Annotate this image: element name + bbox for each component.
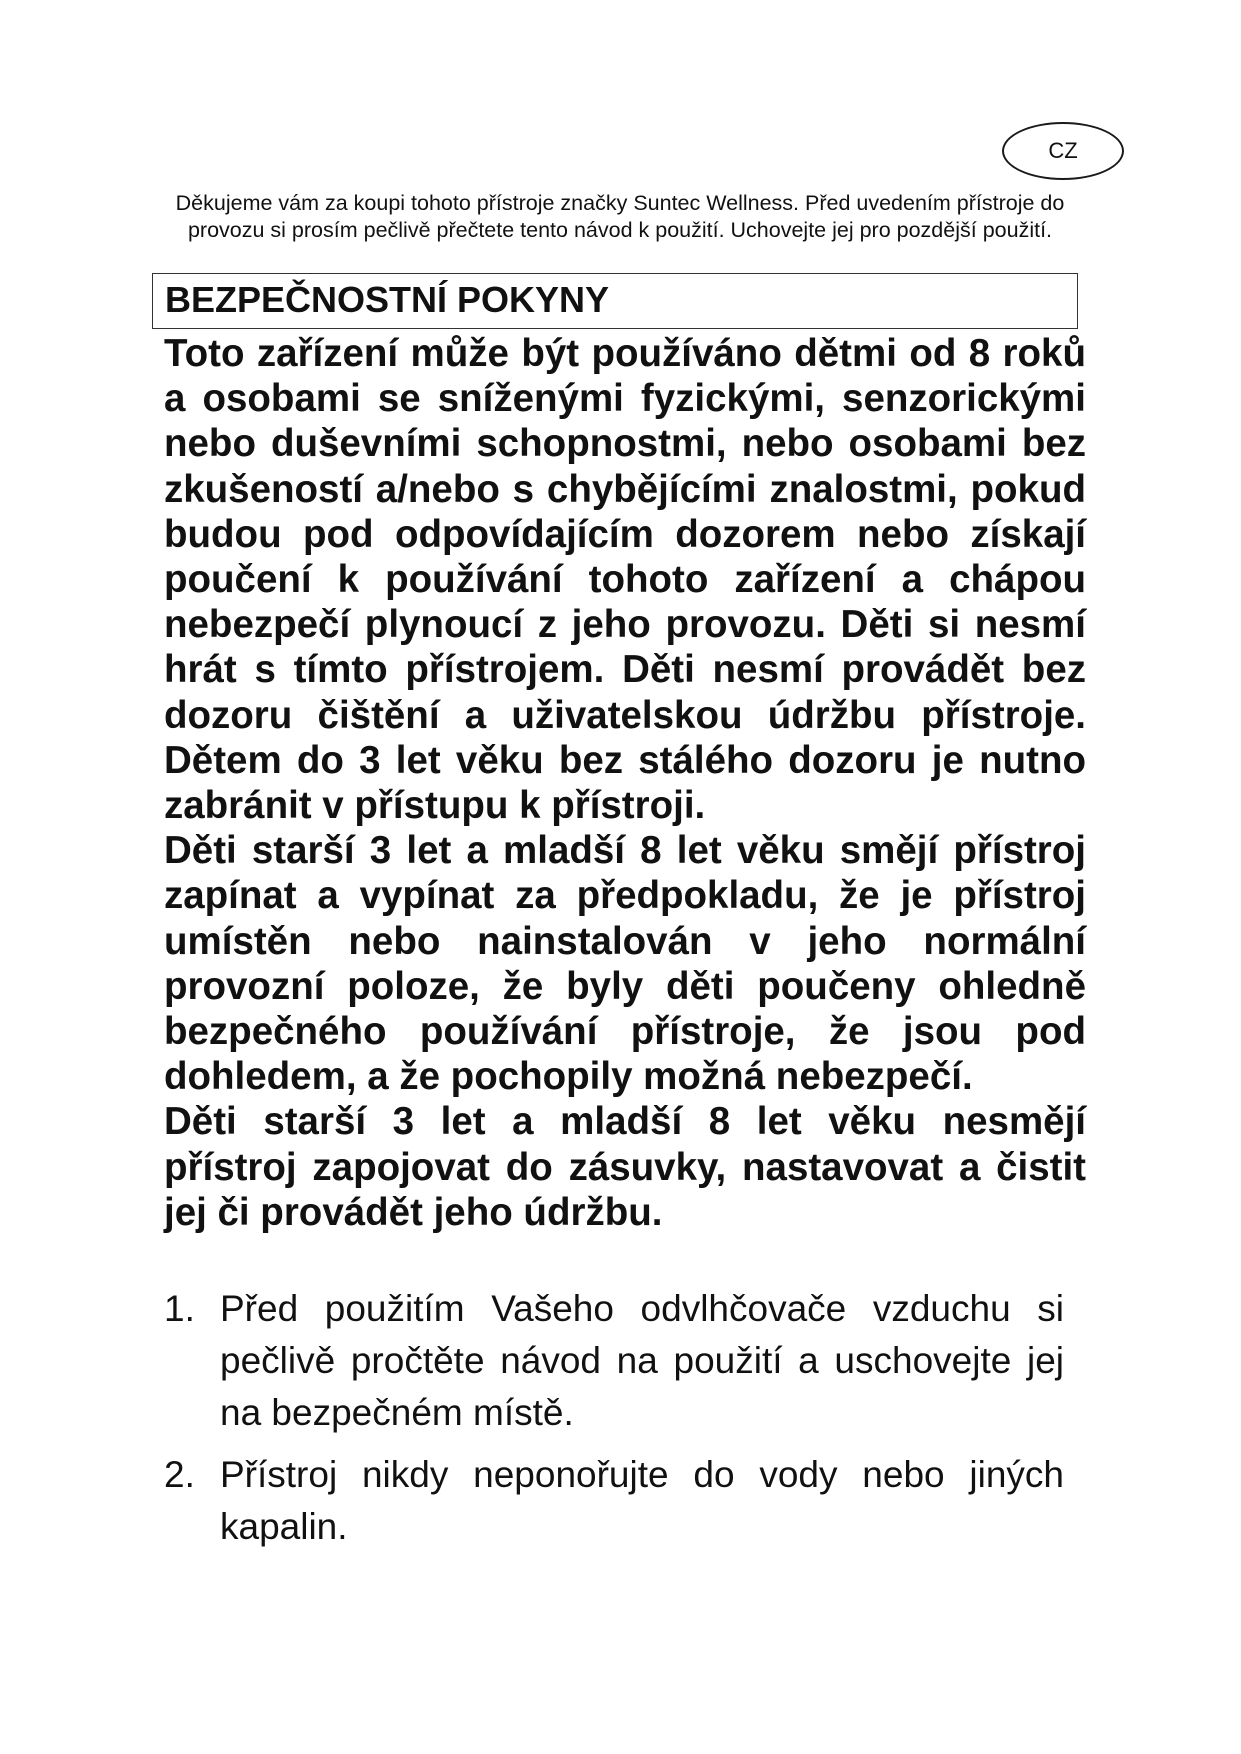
list-item-text: Přístroj nikdy neponořujte do vody nebo jiných kapalin.	[220, 1454, 1064, 1547]
language-code: CZ	[1048, 138, 1078, 163]
list-item	[164, 1449, 1064, 1553]
safety-instructions-list	[164, 1283, 1064, 1563]
section-title: BEZPEČNOSTNÍ POKYNY	[165, 279, 610, 320]
list-item	[164, 1283, 1064, 1439]
section-heading-box	[152, 273, 1078, 329]
intro-text: Děkujeme vám za koupi tohoto přístroje značky Suntec Wellness. Před uvedením přístroje do provozu si prosím pečlivě přečtete tento návod k použití. Uchovejte jej pro pozdější použití.	[175, 191, 1065, 242]
list-item-number: 2.	[164, 1454, 195, 1495]
language-badge	[1002, 122, 1124, 180]
list-item-number: 1.	[164, 1288, 195, 1329]
warning-paragraph-1: Toto zařízení může být používáno dětmi od 8 roků a osobami se sníženými fyzickými, senzorickými nebo duševními schopnostmi, nebo osobami bez zkušeností a/nebo s chybějícími znalostmi, pokud budou pod odpovídajícím dozorem nebo získají poučení k používání tohoto zařízení a chápou nebezpečí plynoucí z jeho provozu. Děti si nesmí hrát s tímto přístrojem. Děti nesmí provádět bez dozoru čištění a uživatelskou údržbu přístroje. Dětem do 3 let věku bez stálého dozoru je nutno zabránit v přístupu k přístroji.	[164, 332, 1086, 828]
warning-paragraph-3: Děti starší 3 let a mladší 8 let věku nesmějí přístroj zapojovat do zásuvky, nastavovat a čistit jej či provádět jeho údržbu.	[164, 1100, 1086, 1234]
warning-paragraph-2: Děti starší 3 let a mladší 8 let věku smějí přístroj zapínat a vypínat za předpokladu, že je přístroj umístěn nebo nainstalován v jeho normální provozní poloze, že byly děti poučeny ohledně bezpečného používání přístroje, že jsou pod dohledem, a že pochopily možná nebezpečí.	[164, 829, 1086, 1099]
list-item-text: Před použitím Vašeho odvlhčovače vzduchu si pečlivě pročtěte návod na použití a uschovejte jej na bezpečném místě.	[220, 1288, 1064, 1433]
safety-warning	[164, 331, 1086, 1235]
